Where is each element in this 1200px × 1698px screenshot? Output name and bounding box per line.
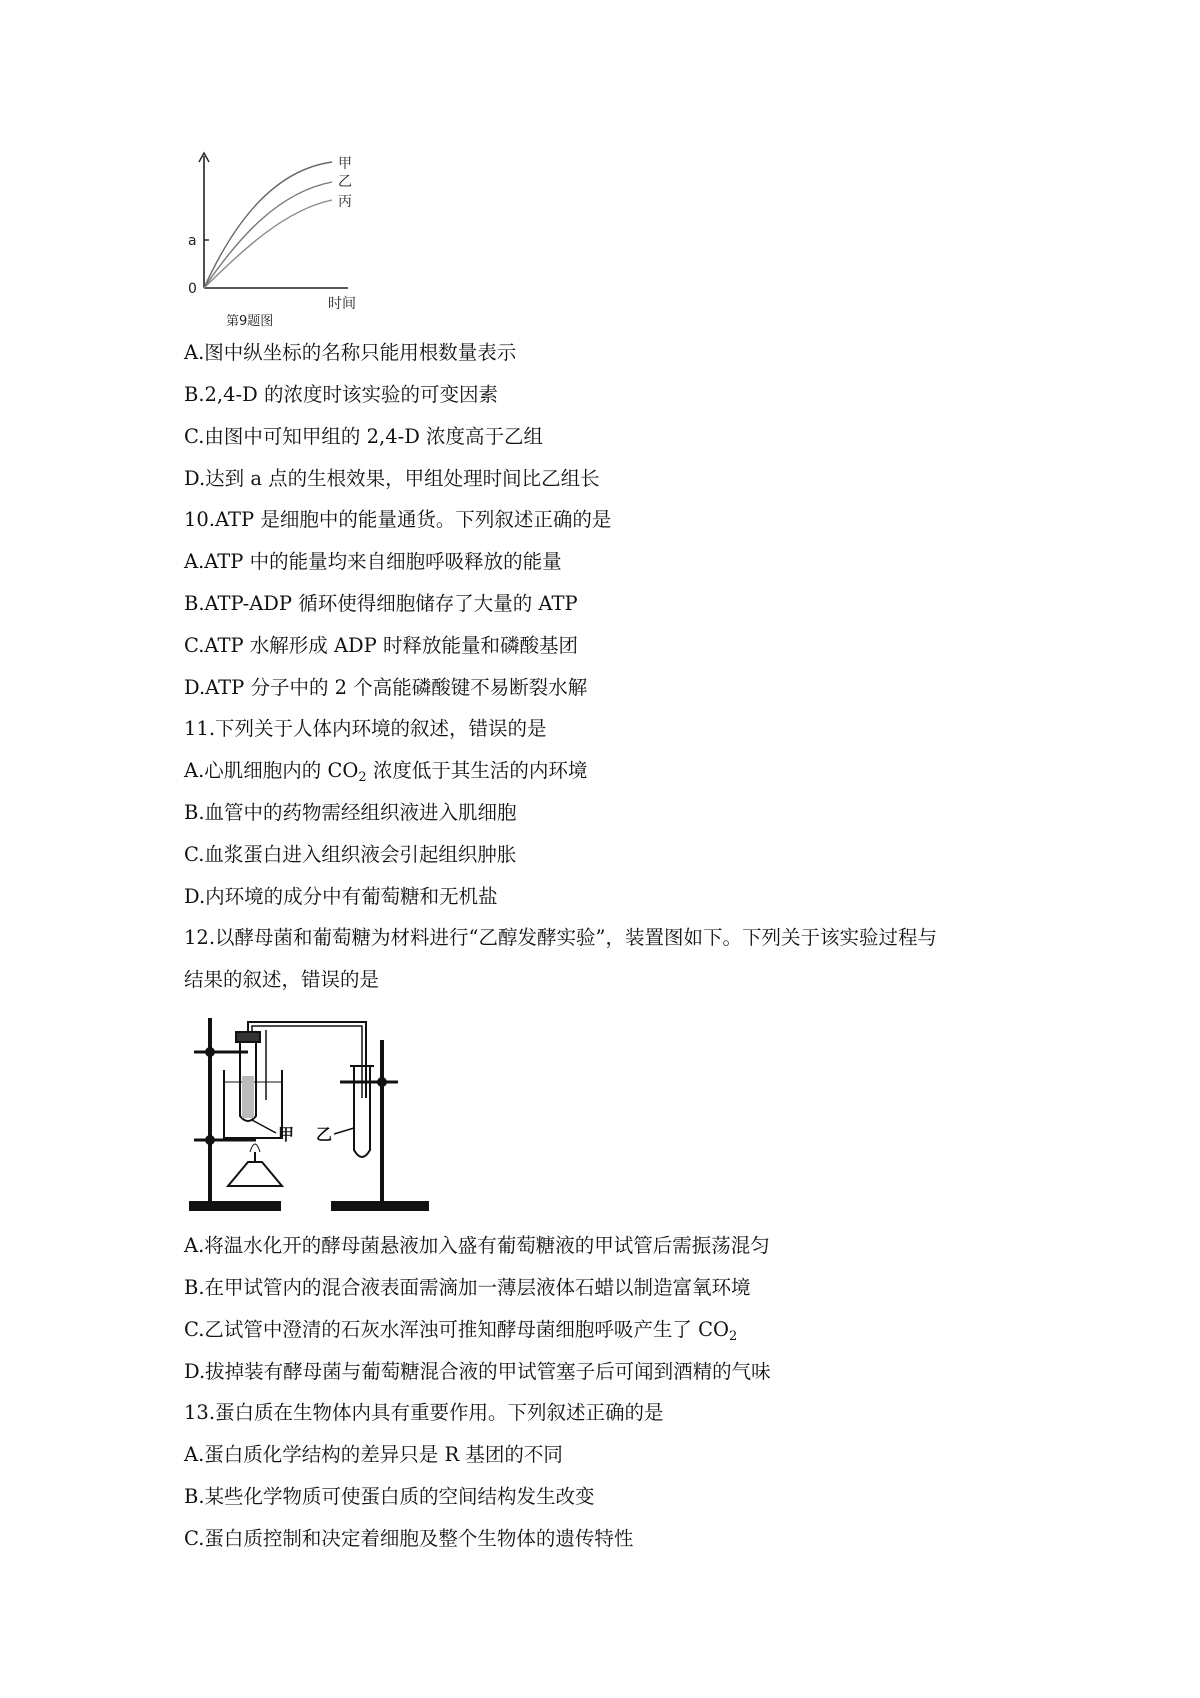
q12-option-c-sub: 2: [729, 1329, 738, 1344]
q12-stem-line2: 结果的叙述，错误的是: [184, 968, 380, 991]
q9-option-a: A.图中纵坐标的名称只能用根数量表示: [184, 341, 517, 364]
q12-option-d: D.拔掉装有酵母菌与葡萄糖混合液的甲试管塞子后可闻到酒精的气味: [184, 1360, 771, 1383]
q9-label-jia: 甲: [338, 156, 352, 172]
q12-option-a: A.将温水化开的酵母菌悬液加入盛有葡萄糖液的甲试管后需振荡混匀: [184, 1234, 770, 1257]
q9-caption: 第9题图: [226, 314, 274, 329]
q11-option-d: D.内环境的成分中有葡萄糖和无机盐: [184, 885, 498, 908]
q10-option-d: D.ATP 分子中的 2 个高能磷酸键不易断裂水解: [184, 676, 588, 699]
burner-flame: [250, 1144, 260, 1152]
q11-option-a-text: A.心肌细胞内的 CO: [184, 759, 359, 782]
tube-jia-stopper: [236, 1032, 260, 1042]
label-jia: 甲: [278, 1125, 295, 1144]
q13-option-c: C.蛋白质控制和决定着细胞及整个生物体的遗传特性: [184, 1527, 634, 1550]
label-yi: 乙: [316, 1125, 333, 1144]
q11-option-a-sub: 2: [358, 770, 367, 785]
q9-label-yi: 乙: [338, 174, 352, 190]
pointer-jia: [252, 1120, 276, 1133]
q10-option-b: B.ATP-ADP 循环使得细胞储存了大量的 ATP: [184, 592, 578, 615]
q11-option-c: C.血浆蛋白进入组织液会引起组织肿胀: [184, 843, 517, 866]
q12-apparatus-figure: [186, 1010, 456, 1215]
q11-option-b: B.血管中的药物需经组织液进入肌细胞: [184, 801, 517, 824]
q12-option-b: B.在甲试管内的混合液表面需滴加一薄层液体石蜡以制造富氧环境: [184, 1276, 751, 1299]
q10-stem: 10.ATP 是细胞中的能量通货。下列叙述正确的是: [184, 508, 612, 531]
left-stand-base: [190, 1202, 280, 1210]
q9-curve-yi: [204, 182, 332, 288]
alcohol-burner: [228, 1162, 282, 1186]
q10-option-c: C.ATP 水解形成 ADP 时释放能量和磷酸基团: [184, 634, 578, 657]
q11-stem: 11.下列关于人体内环境的叙述，错误的是: [184, 717, 547, 740]
q13-option-a: A.蛋白质化学结构的差异只是 R 基团的不同: [184, 1443, 563, 1466]
q9-option-d: D.达到 a 点的生根效果，甲组处理时间比乙组长: [184, 467, 600, 490]
q9-figure: [180, 150, 380, 330]
q12-stem-line1: 12.以酵母菌和葡萄糖为材料进行“乙醇发酵实验”，装置图如下。下列关于该实验过程与: [184, 926, 937, 949]
q13-stem: 13.蛋白质在生物体内具有重要作用。下列叙述正确的是: [184, 1401, 664, 1424]
q12-option-c-text: C.乙试管中澄清的石灰水浑浊可推知酵母菌细胞呼吸产生了 CO: [184, 1318, 730, 1341]
q9-option-b: B.2,4-D 的浓度时该实验的可变因素: [184, 383, 498, 406]
q9-option-c: C.由图中可知甲组的 2,4-D 浓度高于乙组: [184, 425, 544, 448]
q9-label-bing: 丙: [338, 194, 352, 210]
q13-option-b: B.某些化学物质可使蛋白质的空间结构发生改变: [184, 1485, 595, 1508]
q9-origin: 0: [188, 281, 197, 297]
q10-option-a: A.ATP 中的能量均来自细胞呼吸释放的能量: [184, 550, 562, 573]
q12-option-c: [184, 1318, 737, 1349]
q11-option-a-rest: 浓度低于其生活的内环境: [366, 759, 588, 782]
q9-x-label: 时间: [328, 296, 356, 312]
q9-y-tick-a: a: [188, 233, 197, 249]
pointer-yi: [334, 1128, 354, 1134]
q11-option-a: [184, 759, 587, 790]
tube-jia-liquid: [242, 1076, 254, 1118]
right-stand-base: [332, 1202, 428, 1210]
